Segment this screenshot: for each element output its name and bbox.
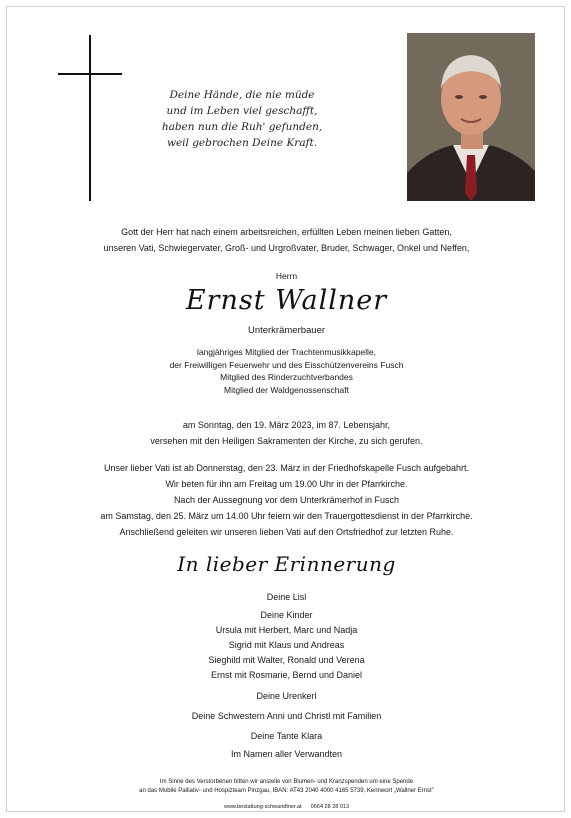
- membership-line: Mitglied des Rinderzuchtverbandes: [220, 372, 353, 382]
- death-notice-line: versehen mit den Heiligen Sakramenten der Kirche, zu sich gerufen.: [150, 436, 423, 446]
- mourner-wife: Deine Lisl: [266, 592, 307, 602]
- footer-contact: www.bestattung-schwandtner.at 0664 28 28 013: [223, 804, 350, 810]
- viewing-line: Unser lieber Vati ist ab Donnerstag, den 23. März in der Friedhofskapelle Fusch aufgebahrt.: [103, 463, 470, 473]
- funeral-info: [7, 494, 566, 539]
- child-line: Sieghild mit Walter, Ronald und Verena: [208, 655, 365, 665]
- poem: [137, 87, 347, 151]
- intro-text: [7, 226, 566, 255]
- funeral-line: am Samstag, den 25. März um 14.00 Uhr feiern wir den Trauergottesdienst in der Pfarrkirche.: [100, 511, 473, 521]
- cross-icon-bar: [58, 73, 122, 75]
- death-notice: [7, 419, 566, 448]
- poem-line: haben nun die Ruh' gefunden,: [161, 121, 323, 133]
- mourner-children: [7, 609, 566, 682]
- deceased-name: Ernst Wallner: [185, 285, 388, 316]
- mourner-great-grandchildren: Deine Urenkerl: [256, 691, 317, 701]
- cross-icon: [89, 35, 91, 201]
- donation-line: Im Sinne des Verstorbenen bitten wir anstelle von Blumen- und Kranzspenden um eine Spende: [159, 779, 414, 785]
- mourner-aunt: Deine Tante Klara: [250, 731, 323, 741]
- membership-line: der Freiwilligen Feuerwehr und des Eisschützenvereins Fusch: [169, 359, 404, 370]
- portrait-icon: [407, 33, 535, 201]
- membership-line: Mitglied der Waldgenossenschaft: [224, 384, 349, 395]
- poem-line: und im Leben viel geschafft,: [166, 105, 318, 117]
- intro-line: Gott der Herr hat nach einem arbeitsreichen, erfüllten Leben meinen lieben Gatten,: [121, 227, 452, 237]
- child-line: Sigrid mit Klaus und Andreas: [228, 640, 345, 650]
- children-heading: Deine Kinder: [260, 610, 313, 620]
- poem-line: weil gebrochen Deine Kraft.: [166, 137, 318, 149]
- donation-line: an das Mobile Palliativ- und Hospizteam Pinzgau, IBAN: AT43 2040 4000 4165 5739, Kennwort „Wallner Ernst": [139, 788, 434, 794]
- memberships: [7, 346, 566, 396]
- obituary-card: [6, 6, 565, 812]
- viewing-line: Wir beten für ihn am Freitag um 19.00 Uhr in der Pfarrkirche.: [165, 479, 408, 489]
- poem-line: Deine Hände, die nie müde: [169, 89, 315, 101]
- portrait-photo: [407, 33, 535, 201]
- salutation: Herrn: [275, 271, 298, 281]
- funeral-line: Anschließend geleiten wir unseren lieben Vati auf den Ortsfriedhof zur letzten Ruhe.: [119, 527, 454, 537]
- mourner-relatives: Im Namen aller Verwandten: [230, 749, 343, 759]
- farm-name: Unterkrämerbauer: [247, 325, 326, 336]
- viewing-info: [7, 462, 566, 491]
- membership-line: langjähriges Mitglied der Trachtenmusikkapelle,: [196, 347, 377, 357]
- intro-line: unseren Vati, Schwiegervater, Groß- und Urgroßvater, Bruder, Schwager, Onkel und Neffen,: [103, 243, 470, 253]
- child-line: Ursula mit Herbert, Marc und Nadja: [215, 625, 358, 635]
- memory-heading: In lieber Erinnerung: [177, 552, 396, 576]
- funeral-line: Nach der Aussegnung vor dem Unterkrämerhof in Fusch: [173, 495, 400, 505]
- death-notice-line: am Sonntag, den 19. März 2023, im 87. Lebensjahr,: [182, 420, 391, 430]
- mourner-sisters: Deine Schwestern Anni und Christl mit Familien: [191, 711, 382, 721]
- donation-note: [7, 778, 566, 796]
- child-line: Ernst mit Rosmarie, Bernd und Daniel: [210, 670, 363, 680]
